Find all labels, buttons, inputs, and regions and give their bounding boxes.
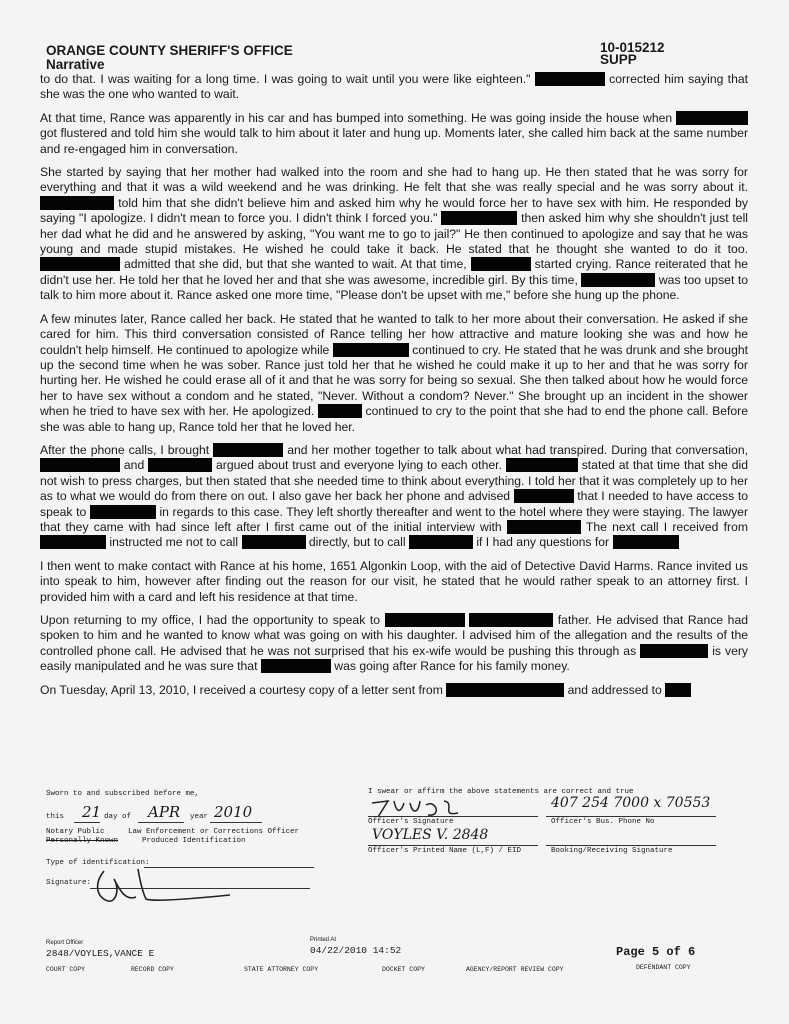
this-label: this xyxy=(46,813,65,821)
day-underline xyxy=(74,822,100,823)
year-value: 2010 xyxy=(214,803,253,821)
paragraph-2: At that time, Rance was apparently in his car and has bumped into something. He was going inside the house when got flustered and told him she would talk to him about it later and hung up. Moments later, she called him back at the same number and re-engaged him in conversation. xyxy=(40,110,748,156)
signature-label: Signature: xyxy=(46,879,92,887)
officer-name-label: Officer's Printed Name (L,F) / EID xyxy=(368,847,522,855)
agency-report-copy-label: AGENCY/REPORT REVIEW COPY xyxy=(466,966,564,973)
personally-known-label: Personally Known xyxy=(46,837,119,845)
year-label: year xyxy=(190,813,209,821)
officer-phone-value: 407 254 7000 x 70553 xyxy=(551,795,711,811)
report-footer xyxy=(46,935,746,985)
redaction-bar xyxy=(40,535,106,549)
year-underline xyxy=(210,822,262,823)
paragraph-6: I then went to make contact with Rance at his home, 1651 Algonkin Loop, with the aid of Detective David Harms. Rance invited us into speak to him, however after finding out the reason for our visit, he stated that he would rather speak to an attorney first. I provided him with a card and left his residence at that time. xyxy=(40,558,748,604)
redaction-bar xyxy=(535,72,605,86)
docket-copy-label: DOCKET COPY xyxy=(382,966,425,973)
officer-phone-label: Officer's Bus. Phone No xyxy=(551,818,655,826)
paragraph-8: On Tuesday, April 13, 2010, I received a courtesy copy of a letter sent from and addressed to xyxy=(40,683,748,698)
page-number: Page 5 of 6 xyxy=(616,945,696,959)
type-id-label: Type of identification: xyxy=(46,859,150,867)
day-value: 21 xyxy=(82,803,102,821)
leo-label: Law Enforcement or Corrections Officer xyxy=(128,828,300,836)
redaction-bar xyxy=(318,404,362,418)
redaction-bar xyxy=(446,683,564,697)
redaction-bar xyxy=(409,535,473,549)
state-attorney-copy-label: STATE ATTORNEY COPY xyxy=(244,966,319,973)
record-copy-label: RECORD COPY xyxy=(131,966,174,973)
redaction-bar xyxy=(676,111,748,125)
redaction-bar xyxy=(506,458,578,472)
report-officer-value: 2848/VOYLES,VANCE E xyxy=(46,948,155,959)
redaction-bar xyxy=(40,257,120,271)
month-underline xyxy=(138,822,184,823)
signature-block xyxy=(46,785,746,905)
redaction-bar xyxy=(261,659,331,673)
redaction-bar xyxy=(640,644,708,658)
officer-sig-label: Officer's Signature xyxy=(368,818,454,826)
notary-signature-graphic xyxy=(90,861,240,907)
booking-underline xyxy=(546,845,716,846)
redaction-bar xyxy=(507,520,581,534)
redaction-bar xyxy=(665,683,691,697)
report-header xyxy=(46,44,293,72)
paragraph-7: Upon returning to my office, I had the opportunity to speak to father. He advised that Rance had spoken to him and he wanted to know what was going on with his daughter. I advised him of the allegation and the results of the controlled phone call. He advised that he was not surprised that his ex-wife would be pushing this through as is very easily manipulated and he was sure that was going after Rance for his family money. xyxy=(40,613,749,674)
month-value: APR xyxy=(148,803,181,821)
printed-at-value: 04/22/2010 14:52 xyxy=(310,945,402,956)
court-copy-label: COURT COPY xyxy=(46,966,86,973)
redaction-bar xyxy=(90,505,156,519)
redaction-bar xyxy=(441,211,517,225)
redaction-bar xyxy=(613,535,679,549)
report-type: SUPP xyxy=(600,52,637,67)
report-officer-label: Report Officer xyxy=(46,940,84,946)
redaction-bar xyxy=(514,489,574,503)
day-of-label: day of xyxy=(104,813,132,821)
booking-label: Booking/Receiving Signature xyxy=(551,847,673,855)
office-name: ORANGE COUNTY SHERIFF'S OFFICE xyxy=(46,43,293,58)
narrative-body xyxy=(40,72,748,706)
paragraph-5: After the phone calls, I brought and her mother together to talk about what had transpired. During that conversation, and argued about trust and everyone lying to each other. stated at that time that she did not wish to press charges, but then stated that she needed time to think about everything. I told her that it was completely up to her as to what we would do from there on out. I also gave her back her phone and advised that I needed to have access to speak to in regards to this case. They left shortly thereafter and went to the hotel where they were staying. The lawyer that they came with had since left after I first came out of the initial interview with The next call I received from instructed me not to call directly, but to call if I had any questions for xyxy=(40,442,749,550)
redaction-bar xyxy=(469,613,553,627)
redaction-bar xyxy=(471,257,531,271)
officer-signature-underline xyxy=(368,816,538,817)
printed-at-label: Printed At xyxy=(310,937,337,943)
redaction-bar xyxy=(581,273,655,287)
defendant-copy-label: DEFENDANT COPY xyxy=(636,964,691,971)
swear-statement: I swear or affirm the above statements are correct and true xyxy=(368,788,634,796)
officer-phone-underline xyxy=(546,816,716,817)
redaction-bar xyxy=(40,196,114,210)
officer-name-underline xyxy=(368,845,538,846)
paragraph-1: to do that. I was waiting for a long time. I was going to wait until you were like eighteen." corrected him saying that she was the one who wanted to wait. xyxy=(40,72,749,102)
redaction-bar xyxy=(242,535,306,549)
redaction-bar xyxy=(385,613,465,627)
case-block xyxy=(600,42,665,66)
redaction-bar xyxy=(40,458,120,472)
notary-label: Notary Public xyxy=(46,828,105,836)
case-number: 10-015212 xyxy=(600,40,665,55)
officer-name-value: VOYLES V. 2848 xyxy=(372,827,489,843)
sworn-label: Sworn to and subscribed before me, xyxy=(46,790,200,798)
section-label: Narrative xyxy=(46,57,105,72)
signature-underline xyxy=(90,888,310,889)
paragraph-3: She started by saying that her mother had walked into the room and she had to hang up. He then stated that he was sorry for everything and that it was a wild weekend and he was drinking. He felt that she was really special and he was sorry about it. told him that she didn't believe him and asked him why he would force her to have sex with him. He responded by saying "I apologize. I didn't mean to force you. I didn't think I forced you." then asked him why she shouldn't just tell her dad what he did and he answered by asking, "You want me to go to jail?" He then continued to apologize and say that he was young and made stupid mistakes. He wished he could take it back. He stated that he thought she wanted to do it too. admitted that she did, but that she wanted to wait. At that time, started crying. Rance reiterated that he didn't use her. He told her that he loved her and that she was awesome, incredible girl. By this time, was too upset to talk to him more about it. Rance asked one more time, "Please don't be upset with me," before she hung up the phone. xyxy=(40,165,749,303)
redaction-bar xyxy=(333,343,409,357)
redaction-bar xyxy=(213,443,283,457)
paragraph-4: A few minutes later, Rance called her back. He stated that he wanted to talk to her more about their conversation. He asked if she cared for him. This third conversation consisted of Rance telling her how attractive and mature looking she was and how he couldn't help himself. He continued to apologize while continued to cry. He stated that he was drunk and she brought up the second time when he was sober. Rance just told her that he wished he could make it up to her and that he was sorry for hurting her. He wished he could erase all of it and that he was sorry for being so sexual. She then talked about how he would force her to have sex without a condom and he stated, "Never. Without a condom? Never." She brought up an incident in the shower when he tried to have sex with her. He apologized. continued to cry to the point that she had to end the phone call. Before she was able to hang up, Rance told her that he loved her. xyxy=(40,311,749,434)
redaction-bar xyxy=(148,458,212,472)
produced-id-label: Produced Identification xyxy=(142,837,246,845)
